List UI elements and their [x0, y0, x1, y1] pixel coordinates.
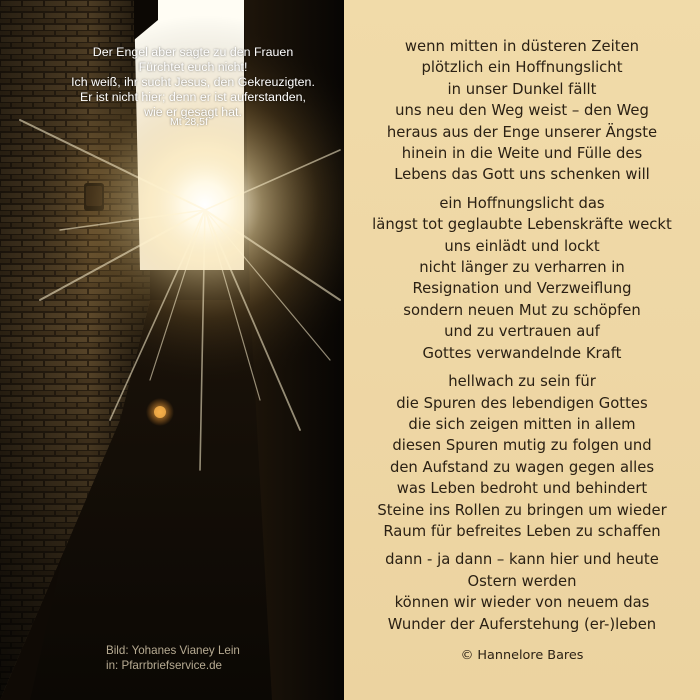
poem-line: Steine ins Rollen zu bringen um wieder [377, 501, 667, 519]
verse-line: wie er gesagt hat. [144, 105, 242, 119]
poem-line: die Spuren des lebendigen Gottes [396, 394, 648, 412]
poem-line: Wunder der Auferstehung (er-)leben [387, 615, 657, 633]
poem-stanza [344, 193, 700, 364]
poem-line: uns einlädt und lockt [444, 237, 600, 255]
poem-line: was Leben bedroht und behindert [396, 480, 648, 498]
credit-line: Bild: Yohanes Vianey Lein [106, 644, 240, 657]
poem-line: Ostern werden [467, 572, 577, 590]
poem-line: heraus aus der Enge unserer Ängste [386, 123, 658, 141]
verse-line: Fürchtet euch nicht! [138, 60, 248, 74]
poem-line: ein Hoffnungslicht das [439, 194, 605, 212]
copyright-notice: © Hannelore Bares [460, 648, 584, 663]
photo-credit [106, 643, 240, 673]
bible-verse [58, 45, 328, 120]
poem-line: längst tot geglaubte Lebenskräfte weckt [372, 216, 672, 234]
poem-line: dann - ja dann – kann hier und heute [385, 551, 659, 569]
poem-line: hellwach zu sein für [448, 373, 596, 391]
poem-line: hinein in die Weite und Fülle des [401, 145, 643, 163]
poem-stanza [344, 549, 700, 635]
poem-line: und zu vertrauen auf [444, 323, 600, 341]
poem-line: diesen Spuren mutig zu folgen und [392, 437, 652, 455]
poem-line: plötzlich ein Hoffnungslicht [421, 59, 623, 77]
poem-panel [344, 0, 700, 700]
poem-line: wenn mitten in düsteren Zeiten [404, 38, 640, 55]
poem-line: den Aufstand zu wagen gegen alles [389, 458, 655, 476]
poem-line: Lebens das Gott uns schenken will [394, 166, 650, 184]
poem-line: Gottes verwandelnde Kraft [422, 344, 622, 362]
alley-photo [0, 0, 344, 700]
poem-line: Resignation und Verzweiflung [412, 280, 632, 298]
poem-stanza [344, 371, 700, 542]
poem-line: uns neu den Weg weist – den Weg [395, 102, 649, 120]
poem-line: die sich zeigen mitten in allem [408, 415, 636, 433]
verse-line: Er ist nicht hier; denn er ist auferstanden, [80, 90, 306, 104]
poem-line: in unser Dunkel fällt [447, 80, 597, 98]
poem-line: Raum für befreites Leben zu schaffen [383, 522, 661, 540]
verse-line: Der Engel aber sagte zu den Frauen [92, 45, 294, 59]
poem-line: sondern neuen Mut zu schöpfen [403, 301, 641, 319]
poem-line: nicht länger zu verharren in [419, 259, 625, 277]
poem-line: können wir wieder von neuem das [394, 594, 650, 612]
verse-reference: Mt 28,5f [170, 116, 208, 128]
verse-line: Ich weiß, ihr sucht Jesus, den Gekreuzigten. [71, 75, 315, 89]
poem [344, 36, 700, 642]
credit-line: in: Pfarrbriefservice.de [106, 659, 222, 672]
poem-stanza [344, 36, 700, 186]
